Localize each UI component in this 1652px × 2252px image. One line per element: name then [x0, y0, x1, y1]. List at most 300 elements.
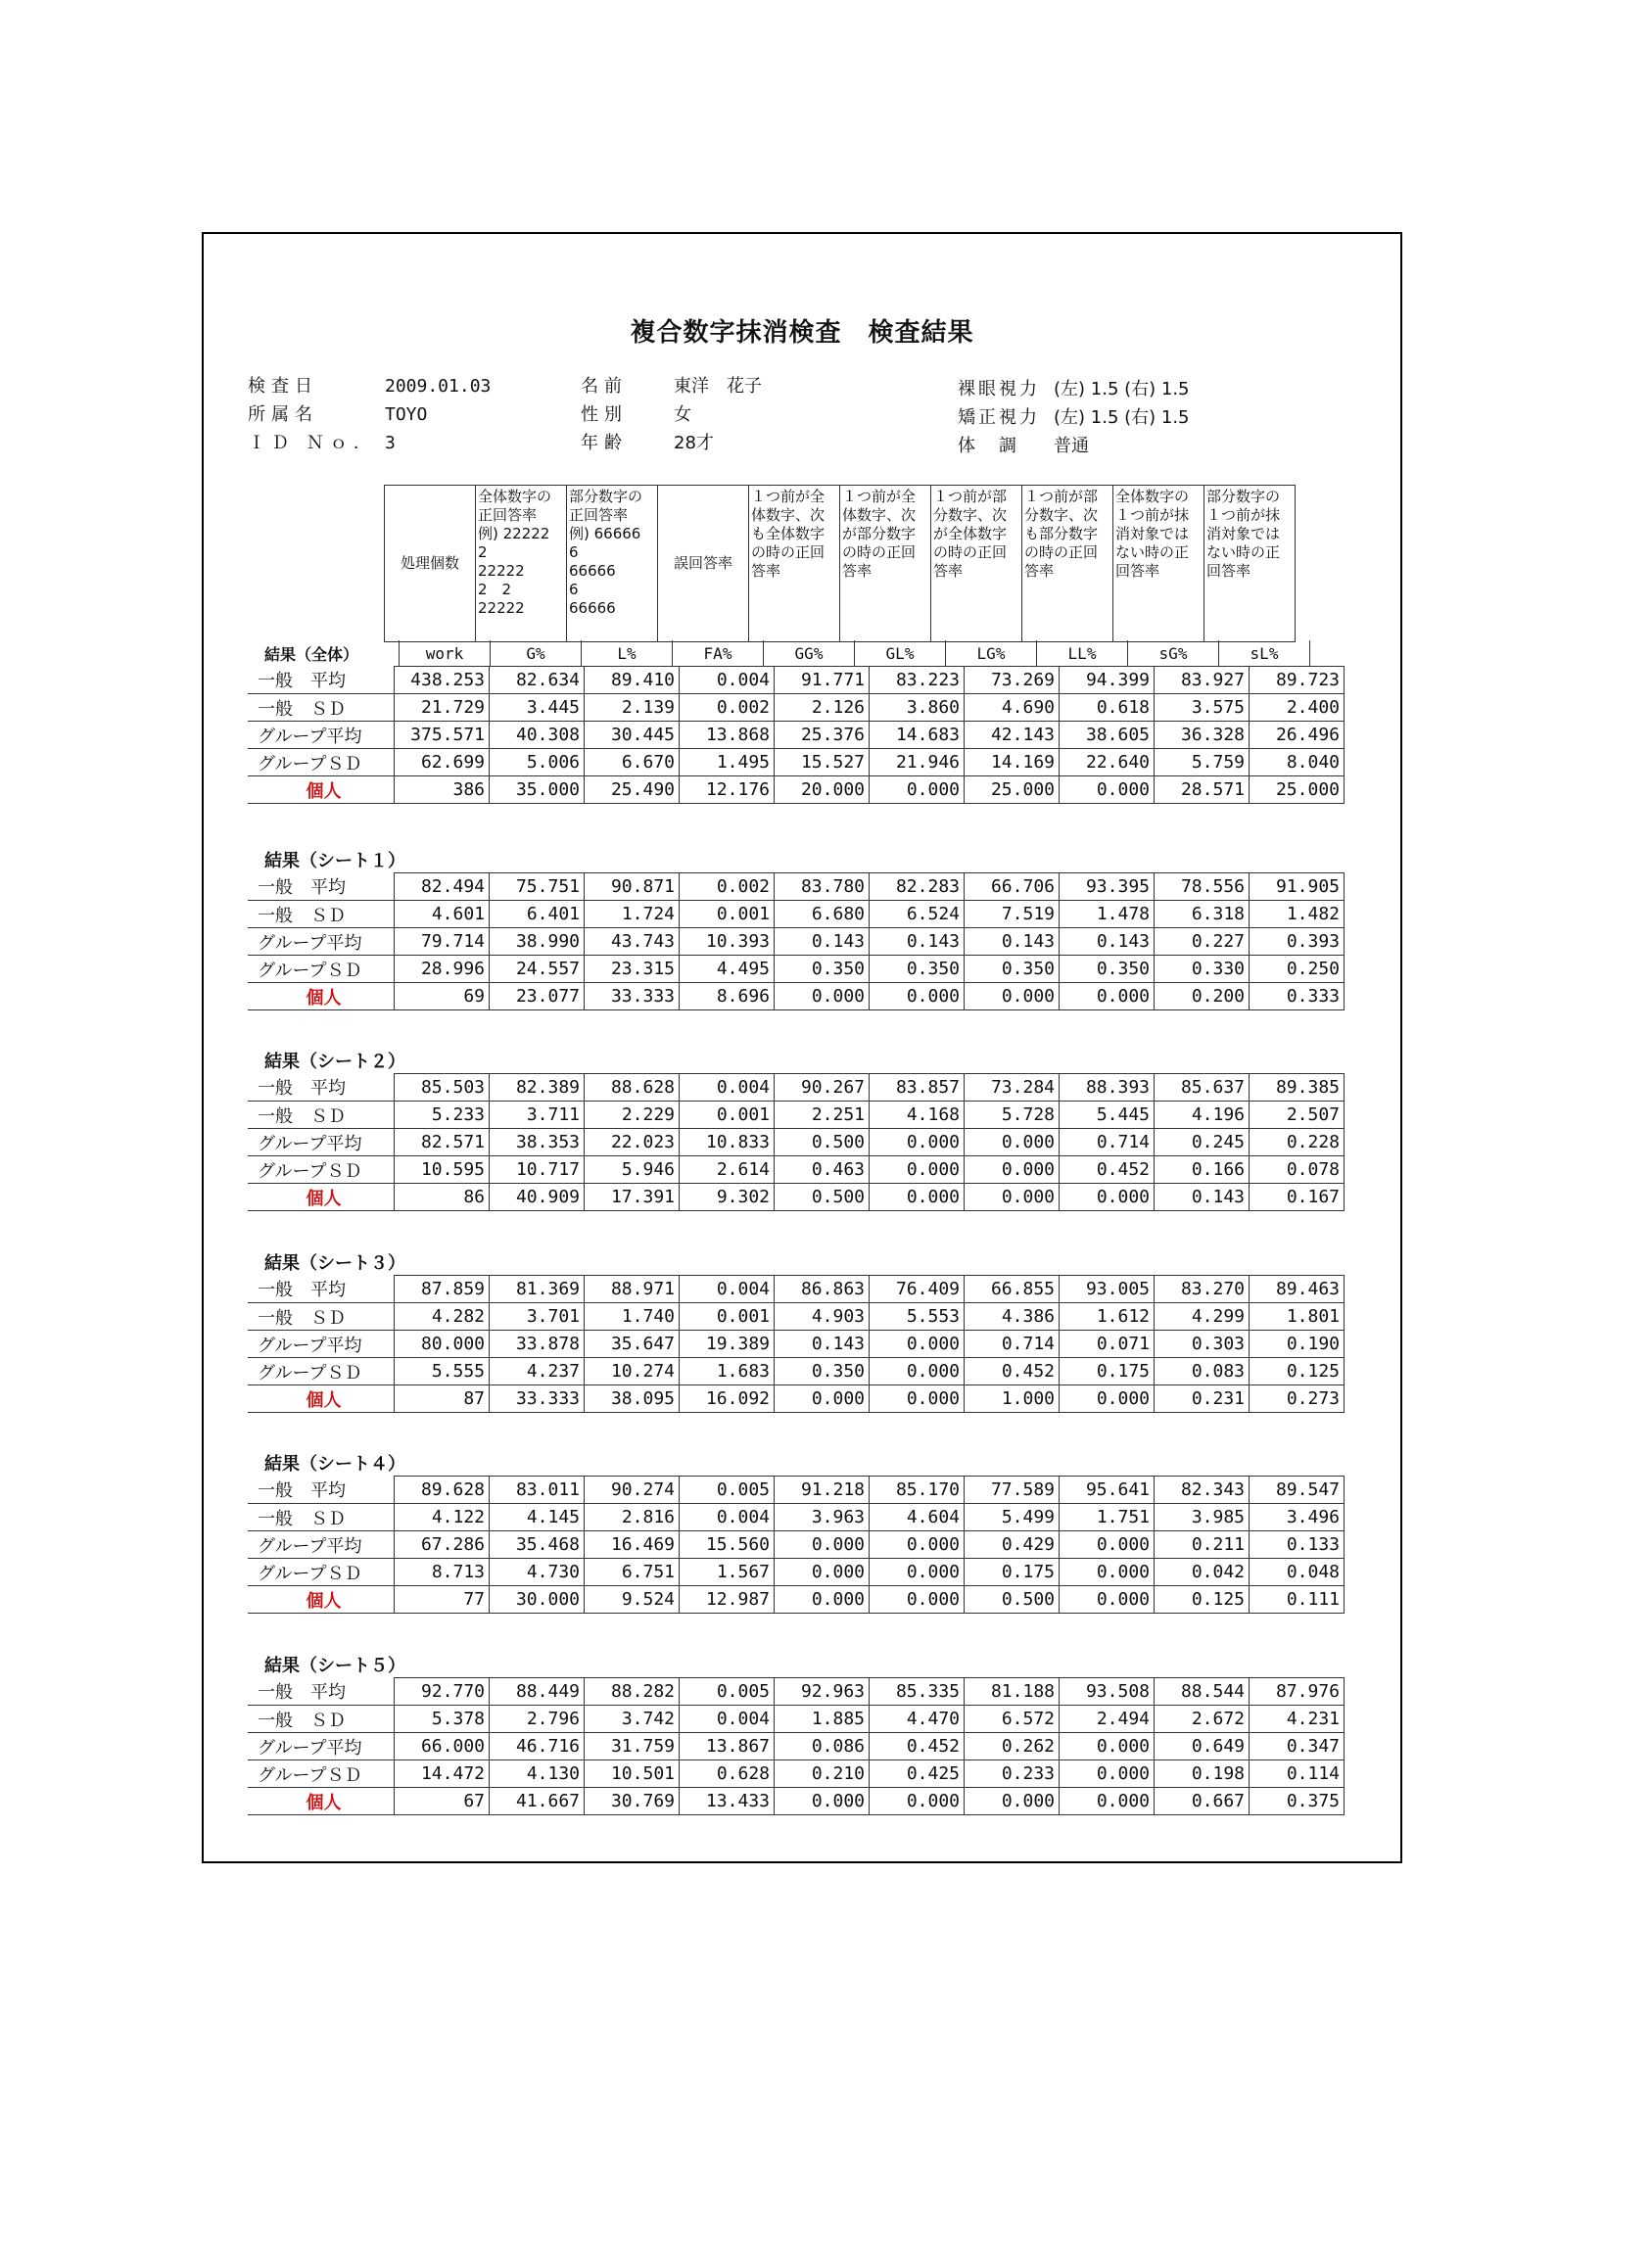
- row-label: グループ平均: [248, 1129, 395, 1156]
- table-cell: 0.000: [870, 1156, 965, 1184]
- table-cell: 0.000: [965, 1129, 1060, 1156]
- table-cell: 3.496: [1250, 1504, 1345, 1531]
- row-label: 個人: [248, 1788, 395, 1815]
- table-cell: 83.857: [870, 1074, 965, 1102]
- column-code-row: [248, 640, 1310, 666]
- table-cell: 5.378: [395, 1706, 490, 1733]
- table-cell: 0.071: [1060, 1331, 1155, 1358]
- table-cell: 3.701: [490, 1303, 585, 1331]
- header-ll: １つ前が部 分数字、次 も部分数字 の時の正回 答率: [1022, 486, 1113, 642]
- table-cell: 0.333: [1250, 983, 1345, 1010]
- table-cell: 80.000: [395, 1331, 490, 1358]
- table-cell: 0.143: [775, 1331, 870, 1358]
- code-gg: GG%: [764, 640, 855, 666]
- info-label: 矯正視力: [958, 407, 1040, 428]
- table-cell: 2.816: [585, 1504, 680, 1531]
- info-value: 2009.01.03: [385, 376, 492, 397]
- table-cell: 0.000: [870, 1385, 965, 1413]
- table-cell: 375.571: [395, 722, 490, 749]
- table-cell: 62.699: [395, 749, 490, 776]
- table-cell: 0.001: [680, 1303, 775, 1331]
- table-cell: 1.495: [680, 749, 775, 776]
- table-cell: 93.508: [1060, 1678, 1155, 1706]
- table-cell: 88.393: [1060, 1074, 1155, 1102]
- table-cell: 4.604: [870, 1504, 965, 1531]
- table-cell: 0.000: [1060, 776, 1155, 804]
- table-cell: 5.946: [585, 1156, 680, 1184]
- table-cell: 1.740: [585, 1303, 680, 1331]
- table-cell: 20.000: [775, 776, 870, 804]
- table-cell: 28.996: [395, 956, 490, 983]
- table-cell: 4.903: [775, 1303, 870, 1331]
- table-cell: 78.556: [1155, 873, 1250, 901]
- table-cell: 23.315: [585, 956, 680, 983]
- table-cell: 23.077: [490, 983, 585, 1010]
- table-cell: 0.000: [775, 1531, 870, 1559]
- table-cell: 26.496: [1250, 722, 1345, 749]
- table-row: [248, 1678, 1345, 1706]
- code-lg: LG%: [946, 640, 1037, 666]
- table-cell: 30.769: [585, 1788, 680, 1815]
- report-page: [202, 232, 1402, 1863]
- row-label: グループＳＤ: [248, 1559, 395, 1586]
- results-table: [248, 1677, 1345, 1815]
- table-cell: 3.445: [490, 694, 585, 722]
- table-cell: 6.318: [1155, 901, 1250, 928]
- table-cell: 4.122: [395, 1504, 490, 1531]
- header-work: 処理個数: [385, 486, 476, 642]
- table-cell: 4.470: [870, 1706, 965, 1733]
- table-cell: 0.429: [965, 1531, 1060, 1559]
- table-cell: 4.495: [680, 956, 775, 983]
- table-cell: 38.605: [1060, 722, 1155, 749]
- table-cell: 0.000: [775, 983, 870, 1010]
- info-row: [248, 400, 491, 429]
- table-cell: 30.445: [585, 722, 680, 749]
- table-cell: 4.299: [1155, 1303, 1250, 1331]
- table-cell: 82.494: [395, 873, 490, 901]
- table-cell: 81.369: [490, 1276, 585, 1303]
- table-cell: 0.350: [775, 1358, 870, 1385]
- code-gl: GL%: [855, 640, 946, 666]
- table-cell: 2.126: [775, 694, 870, 722]
- table-cell: 10.595: [395, 1156, 490, 1184]
- info-right-block: [958, 375, 1190, 460]
- table-cell: 0.167: [1250, 1184, 1345, 1211]
- table-cell: 4.690: [965, 694, 1060, 722]
- table-cell: 2.494: [1060, 1706, 1155, 1733]
- table-cell: 5.759: [1155, 749, 1250, 776]
- table-cell: 46.716: [490, 1733, 585, 1760]
- table-cell: 38.353: [490, 1129, 585, 1156]
- table-cell: 19.389: [680, 1331, 775, 1358]
- table-cell: 0.231: [1155, 1385, 1250, 1413]
- info-row: [581, 372, 762, 400]
- table-cell: 0.211: [1155, 1531, 1250, 1559]
- table-cell: 88.628: [585, 1074, 680, 1102]
- table-row: [248, 873, 1345, 901]
- table-cell: 0.210: [775, 1760, 870, 1788]
- table-row: [248, 1504, 1345, 1531]
- table-cell: 67: [395, 1788, 490, 1815]
- table-cell: 0.083: [1155, 1358, 1250, 1385]
- table-cell: 0.175: [1060, 1358, 1155, 1385]
- table-cell: 2.400: [1250, 694, 1345, 722]
- table-cell: 33.333: [585, 983, 680, 1010]
- table-cell: 0.005: [680, 1477, 775, 1504]
- table-cell: 2.796: [490, 1706, 585, 1733]
- header-g: 全体数字の 正回答率 例) 22222 2 22222 2 2 22222: [476, 486, 567, 642]
- table-cell: 88.449: [490, 1678, 585, 1706]
- table-cell: 0.000: [1060, 1559, 1155, 1586]
- table-row: [248, 1586, 1345, 1614]
- table-row: [248, 928, 1345, 956]
- info-label: 性別: [581, 404, 628, 425]
- info-label: 検査日: [248, 376, 318, 397]
- table-cell: 77.589: [965, 1477, 1060, 1504]
- table-cell: 3.575: [1155, 694, 1250, 722]
- table-cell: 30.000: [490, 1586, 585, 1614]
- table-cell: 87: [395, 1385, 490, 1413]
- table-cell: 33.878: [490, 1331, 585, 1358]
- table-cell: 0.000: [775, 1788, 870, 1815]
- table-cell: 0.667: [1155, 1788, 1250, 1815]
- code-work: work: [400, 640, 491, 666]
- table-cell: 0.227: [1155, 928, 1250, 956]
- info-value: 3: [385, 433, 396, 453]
- info-label: 年齢: [581, 433, 628, 453]
- table-cell: 25.376: [775, 722, 870, 749]
- table-cell: 0.452: [965, 1358, 1060, 1385]
- table-cell: 0.228: [1250, 1129, 1345, 1156]
- table-row: [248, 1733, 1345, 1760]
- table-row: [248, 1156, 1345, 1184]
- table-cell: 0.005: [680, 1678, 775, 1706]
- table-cell: 4.282: [395, 1303, 490, 1331]
- table-row: [248, 901, 1345, 928]
- table-row: [248, 1129, 1345, 1156]
- info-row: [581, 400, 762, 429]
- table-cell: 6.680: [775, 901, 870, 928]
- table-cell: 4.145: [490, 1504, 585, 1531]
- table-cell: 0.714: [1060, 1129, 1155, 1156]
- table-cell: 1.482: [1250, 901, 1345, 928]
- table-cell: 0.000: [870, 983, 965, 1010]
- table-cell: 4.231: [1250, 1706, 1345, 1733]
- table-cell: 0.000: [965, 983, 1060, 1010]
- header-lg: １つ前が部 分数字、次 が全体数字 の時の正回 答率: [931, 486, 1022, 642]
- table-cell: 21.729: [395, 694, 490, 722]
- table-cell: 13.868: [680, 722, 775, 749]
- table-cell: 0.245: [1155, 1129, 1250, 1156]
- table-cell: 0.347: [1250, 1733, 1345, 1760]
- table-cell: 0.143: [775, 928, 870, 956]
- info-value: (左) 1.5 (右) 1.5: [1054, 379, 1190, 399]
- table-cell: 92.770: [395, 1678, 490, 1706]
- table-cell: 0.004: [680, 1276, 775, 1303]
- header-sg: 全体数字の １つ前が抹 消対象では ない時の正 回答率: [1113, 486, 1204, 642]
- row-label: 一般 平均: [248, 1477, 395, 1504]
- table-cell: 7.519: [965, 901, 1060, 928]
- table-cell: 0.350: [775, 956, 870, 983]
- table-cell: 13.433: [680, 1788, 775, 1815]
- table-cell: 91.771: [775, 667, 870, 694]
- table-cell: 0.125: [1250, 1358, 1345, 1385]
- info-label: ＩＤ Ｎｏ.: [248, 433, 365, 453]
- table-cell: 75.751: [490, 873, 585, 901]
- table-cell: 10.833: [680, 1129, 775, 1156]
- table-row: [248, 1760, 1345, 1788]
- table-cell: 66.000: [395, 1733, 490, 1760]
- row-label: 個人: [248, 776, 395, 804]
- table-cell: 73.269: [965, 667, 1060, 694]
- table-cell: 33.333: [490, 1385, 585, 1413]
- table-cell: 79.714: [395, 928, 490, 956]
- row-label: 一般 ＳＤ: [248, 1303, 395, 1331]
- table-cell: 0.111: [1250, 1586, 1345, 1614]
- table-cell: 4.237: [490, 1358, 585, 1385]
- table-cell: 4.130: [490, 1760, 585, 1788]
- table-cell: 5.499: [965, 1504, 1060, 1531]
- table-cell: 5.445: [1060, 1102, 1155, 1129]
- table-cell: 14.472: [395, 1760, 490, 1788]
- row-label: 一般 ＳＤ: [248, 694, 395, 722]
- results-table: [248, 1476, 1345, 1614]
- table-cell: 76.409: [870, 1276, 965, 1303]
- table-cell: 0.000: [1060, 1385, 1155, 1413]
- table-cell: 0.000: [870, 1788, 965, 1815]
- table-cell: 14.169: [965, 749, 1060, 776]
- table-cell: 4.168: [870, 1102, 965, 1129]
- row-label: グループ平均: [248, 928, 395, 956]
- table-row: [248, 1477, 1345, 1504]
- table-cell: 82.343: [1155, 1477, 1250, 1504]
- table-cell: 0.452: [1060, 1156, 1155, 1184]
- table-cell: 91.218: [775, 1477, 870, 1504]
- table-cell: 35.647: [585, 1331, 680, 1358]
- table-cell: 28.571: [1155, 776, 1250, 804]
- table-cell: 6.751: [585, 1559, 680, 1586]
- section-title-overall: 結果（全体）: [264, 644, 359, 664]
- row-label: 個人: [248, 1385, 395, 1413]
- table-cell: 91.905: [1250, 873, 1345, 901]
- table-cell: 9.302: [680, 1184, 775, 1211]
- table-cell: 88.971: [585, 1276, 680, 1303]
- table-cell: 83.270: [1155, 1276, 1250, 1303]
- table-cell: 90.267: [775, 1074, 870, 1102]
- table-cell: 0.002: [680, 873, 775, 901]
- table-cell: 8.696: [680, 983, 775, 1010]
- info-row: [248, 429, 491, 457]
- code-l: L%: [582, 640, 673, 666]
- table-row: [248, 1358, 1345, 1385]
- table-cell: 0.004: [680, 667, 775, 694]
- table-row: [248, 1184, 1345, 1211]
- table-cell: 0.143: [1060, 928, 1155, 956]
- table-row: [248, 1276, 1345, 1303]
- table-cell: 2.229: [585, 1102, 680, 1129]
- row-label: 一般 平均: [248, 1074, 395, 1102]
- table-cell: 15.560: [680, 1531, 775, 1559]
- table-cell: 36.328: [1155, 722, 1250, 749]
- table-row: [248, 694, 1345, 722]
- table-row: [248, 667, 1345, 694]
- table-cell: 8.040: [1250, 749, 1345, 776]
- table-cell: 3.860: [870, 694, 965, 722]
- table-cell: 1.612: [1060, 1303, 1155, 1331]
- table-cell: 87.859: [395, 1276, 490, 1303]
- table-cell: 83.780: [775, 873, 870, 901]
- table-cell: 16.469: [585, 1531, 680, 1559]
- info-row: [248, 372, 491, 400]
- table-cell: 0.000: [1060, 1788, 1155, 1815]
- table-row: [248, 1385, 1345, 1413]
- table-cell: 0.000: [1060, 1733, 1155, 1760]
- table-cell: 0.000: [775, 1559, 870, 1586]
- info-row: [958, 403, 1190, 432]
- info-mid-block: [581, 372, 762, 457]
- table-cell: 1.478: [1060, 901, 1155, 928]
- section-title: 結果（シート２）: [264, 1052, 405, 1072]
- table-cell: 0.250: [1250, 956, 1345, 983]
- table-cell: 0.303: [1155, 1331, 1250, 1358]
- table-cell: 40.909: [490, 1184, 585, 1211]
- table-cell: 82.283: [870, 873, 965, 901]
- results-table: [248, 872, 1345, 1010]
- table-row: [248, 1102, 1345, 1129]
- table-cell: 0.114: [1250, 1760, 1345, 1788]
- section-title: 結果（シート４）: [264, 1454, 405, 1475]
- table-row: [248, 1706, 1345, 1733]
- row-label: 一般 ＳＤ: [248, 1102, 395, 1129]
- row-label: 一般 ＳＤ: [248, 1504, 395, 1531]
- row-label: グループＳＤ: [248, 1760, 395, 1788]
- table-cell: 1.683: [680, 1358, 775, 1385]
- header-sl: 部分数字の １つ前が抹 消対象では ない時の正 回答率: [1204, 486, 1296, 642]
- table-row: [248, 1788, 1345, 1815]
- table-cell: 89.410: [585, 667, 680, 694]
- table-cell: 0.000: [1060, 1531, 1155, 1559]
- table-cell: 0.004: [680, 1706, 775, 1733]
- table-cell: 90.274: [585, 1477, 680, 1504]
- table-cell: 90.871: [585, 873, 680, 901]
- table-cell: 43.743: [585, 928, 680, 956]
- table-cell: 4.386: [965, 1303, 1060, 1331]
- table-cell: 22.640: [1060, 749, 1155, 776]
- table-row: [248, 722, 1345, 749]
- table-cell: 5.553: [870, 1303, 965, 1331]
- table-cell: 0.628: [680, 1760, 775, 1788]
- info-label: 名前: [581, 376, 628, 397]
- table-cell: 73.284: [965, 1074, 1060, 1102]
- table-cell: 0.000: [870, 1184, 965, 1211]
- report-title: 複合数字抹消検査 検査結果: [630, 318, 974, 348]
- table-cell: 1.801: [1250, 1303, 1345, 1331]
- table-cell: 83.927: [1155, 667, 1250, 694]
- table-row: [248, 1331, 1345, 1358]
- table-cell: 0.143: [1155, 1184, 1250, 1211]
- table-cell: 0.714: [965, 1331, 1060, 1358]
- table-cell: 1.000: [965, 1385, 1060, 1413]
- table-cell: 86.863: [775, 1276, 870, 1303]
- code-sg: sG%: [1128, 640, 1219, 666]
- results-table: [248, 1275, 1345, 1413]
- results-table: [248, 666, 1345, 804]
- code-ll: LL%: [1037, 640, 1128, 666]
- table-cell: 0.273: [1250, 1385, 1345, 1413]
- header-gg: １つ前が全 体数字、次 も全体数字 の時の正回 答率: [749, 486, 840, 642]
- table-cell: 14.683: [870, 722, 965, 749]
- row-label: グループＳＤ: [248, 1358, 395, 1385]
- table-cell: 10.717: [490, 1156, 585, 1184]
- table-cell: 6.572: [965, 1706, 1060, 1733]
- table-cell: 0.233: [965, 1760, 1060, 1788]
- table-cell: 3.985: [1155, 1504, 1250, 1531]
- table-cell: 0.001: [680, 901, 775, 928]
- table-cell: 6.524: [870, 901, 965, 928]
- info-value: TOYO: [385, 404, 428, 425]
- row-label: 一般 平均: [248, 1276, 395, 1303]
- table-row: [248, 1303, 1345, 1331]
- table-cell: 12.987: [680, 1586, 775, 1614]
- table-cell: 82.389: [490, 1074, 585, 1102]
- info-row: [581, 429, 762, 457]
- table-cell: 5.728: [965, 1102, 1060, 1129]
- table-cell: 0.000: [965, 1156, 1060, 1184]
- table-cell: 77: [395, 1586, 490, 1614]
- table-cell: 10.501: [585, 1760, 680, 1788]
- row-label: グループＳＤ: [248, 1156, 395, 1184]
- table-cell: 0.649: [1155, 1733, 1250, 1760]
- section-title: 結果（シート５）: [264, 1656, 405, 1676]
- row-label: 一般 平均: [248, 873, 395, 901]
- table-cell: 69: [395, 983, 490, 1010]
- table-cell: 0.000: [775, 1385, 870, 1413]
- column-header-table: [248, 485, 1296, 642]
- table-cell: 0.086: [775, 1733, 870, 1760]
- table-row: [248, 749, 1345, 776]
- row-label: 一般 平均: [248, 1678, 395, 1706]
- table-cell: 0.078: [1250, 1156, 1345, 1184]
- code-sl: sL%: [1219, 640, 1310, 666]
- table-cell: 2.139: [585, 694, 680, 722]
- table-cell: 0.004: [680, 1504, 775, 1531]
- header-gl: １つ前が全 体数字、次 が部分数字 の時の正回 答率: [840, 486, 931, 642]
- table-cell: 31.759: [585, 1733, 680, 1760]
- row-label: 一般 ＳＤ: [248, 901, 395, 928]
- table-cell: 25.490: [585, 776, 680, 804]
- table-cell: 8.713: [395, 1559, 490, 1586]
- table-cell: 2.614: [680, 1156, 775, 1184]
- table-cell: 4.601: [395, 901, 490, 928]
- table-cell: 4.730: [490, 1559, 585, 1586]
- table-cell: 40.308: [490, 722, 585, 749]
- table-cell: 89.547: [1250, 1477, 1345, 1504]
- table-cell: 17.391: [585, 1184, 680, 1211]
- header-fa: 誤回答率: [658, 486, 749, 642]
- table-cell: 85.335: [870, 1678, 965, 1706]
- table-cell: 0.001: [680, 1102, 775, 1129]
- table-cell: 0.500: [775, 1129, 870, 1156]
- table-cell: 0.000: [965, 1788, 1060, 1815]
- table-cell: 0.000: [1060, 1586, 1155, 1614]
- table-cell: 81.188: [965, 1678, 1060, 1706]
- table-cell: 89.723: [1250, 667, 1345, 694]
- table-cell: 0.330: [1155, 956, 1250, 983]
- info-value: 女: [674, 404, 691, 425]
- table-cell: 85.170: [870, 1477, 965, 1504]
- table-cell: 85.503: [395, 1074, 490, 1102]
